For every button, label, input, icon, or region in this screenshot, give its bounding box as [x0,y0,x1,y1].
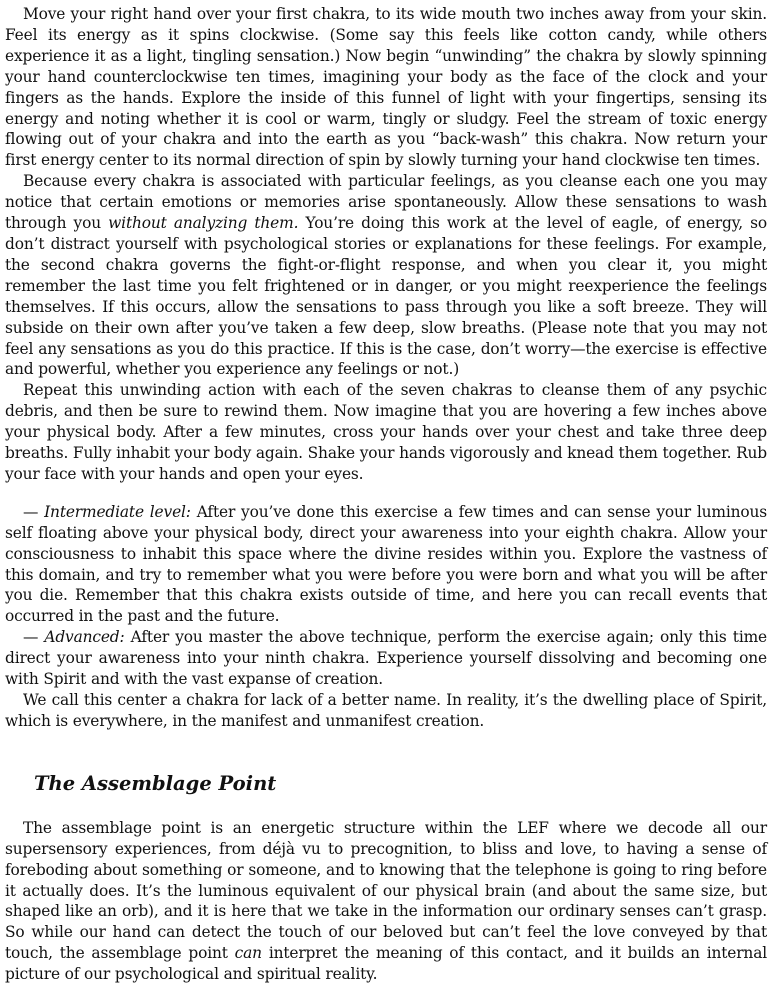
emphasis-text: without analyzing them. [108,214,299,233]
paragraph-text: Repeat this unwinding action with each of the seven chakras to cleanse them of any psychic debris, and then be sure to rewind them. Now imagine that you are hovering a few inches above your physical body. After a few minutes, cross your hands over your chest and take three deep breaths. Fully inhabit your body again. Shake your hands vigorously and knead them together. Rub your face with your hands and open your eyes. [5,381,767,483]
paragraph-text: The assemblage point is an energetic structure within the LEF where we decode all our supersensory experiences, from déjà vu to precognition, to bliss and love, to having a sense of foreboding about something or someone, and to knowing that the telephone is going to ring before it actually does. It’s the luminous equivalent of our physical brain (and about the same size, but shaped like an orb), and it is here that we take in the information our ordinary senses can’t grasp. So while our hand can detect the touch of our beloved but can’t feel the love conveyed by that touch, the assemblage point [5,818,767,963]
emphasis-text: can [234,944,262,963]
paragraph-text: Because every chakra is associated with particular feelings, as you cleanse each one you may notice that certain emotions or memories arise spontaneously. Allow these sensations to wash through you [5,172,767,233]
paragraph-repeat-unwinding [5,380,767,485]
dash-text: — [23,502,45,521]
paragraph-text: Move your right hand over your first chakra, to its wide mouth two inches away from your skin. Feel its energy as it spins clockwise. (Some say this feels like cotton candy, while others experience it as a light, tingling sensation.) Now begin “unwinding” the chakra by slowly spinning your hand counterclockwise ten times, imagining your body as the face of the clock and your fingers as the hands. Explore the inside of this funnel of light with your fingertips, sensing its energy and noting whether it is cool or warm, tingly or sludgy. Feel the stream of toxic energy flowing out of your chakra and into the earth as you “back-wash” this chakra. Now return your first energy center to its normal direction of spin by slowly turning your hand clockwise ten times. [5,5,767,170]
section-gap [5,796,767,818]
paragraph-text: We call this center a chakra for lack of a better name. In reality, it’s the dwelling place of Spirit, which is everywhere, in the manifest and unmanifest creation. [5,691,767,730]
paragraph-text: interpret the meaning of this contact, and it builds an internal picture of our psychological and spiritual reality. [5,944,767,984]
paragraph-chakra-feelings [5,171,767,380]
paragraph-text: You’re doing this work at the level of eagle, of energy, so don’t distract yourself with psychological stories or explanations for these feelings. For example, the second chakra governs the fight-or-flight response, and when you clear it, you might remember the last time you felt frightened or in danger, or you might reexperience the feelings themselves. If this occurs, allow the sensations to pass through you like a soft breeze. They will subside on their own after you’ve taken a few deep, slow breaths. (Please note that you may not feel any sensations as you do this practice. If this is the case, don’t worry—the exercise is effective and powerful, whether you experience any feelings or not.) [5,214,767,379]
paragraph-advanced-level [5,627,767,690]
paragraph-intermediate-level [5,502,767,627]
paragraph-unwinding-first-chakra [5,4,767,171]
paragraph-text: After you’ve done this exercise a few times and can sense your luminous self floating above your physical body, direct your awareness into your eighth chakra. Allow your consciousness to inhabit this space where the divine resides within you. Explore the vastness of this domain, and try to remember what you were before you were born and what you will be after you die. Remember that this chakra exists outside of time, and here you can recall events that occurred in the past and the future. [5,502,768,626]
emphasis-text: Intermediate level: [44,502,191,521]
paragraph-assemblage-point [5,818,767,985]
section-heading: The Assemblage Point [34,771,277,795]
emphasis-text: Advanced: [44,628,125,647]
paragraph-text: After you master the above technique, perform the exercise again; only this time direct your awareness into your ninth chakra. Experience yourself dissolving and becoming one with Spirit and with the vast expanse of creation. [5,628,768,689]
dash-text: — [23,628,45,647]
section-gap [5,732,767,772]
paragraph-gap [5,485,767,502]
paragraph-ninth-chakra-note [5,690,767,732]
book-page [5,4,767,985]
